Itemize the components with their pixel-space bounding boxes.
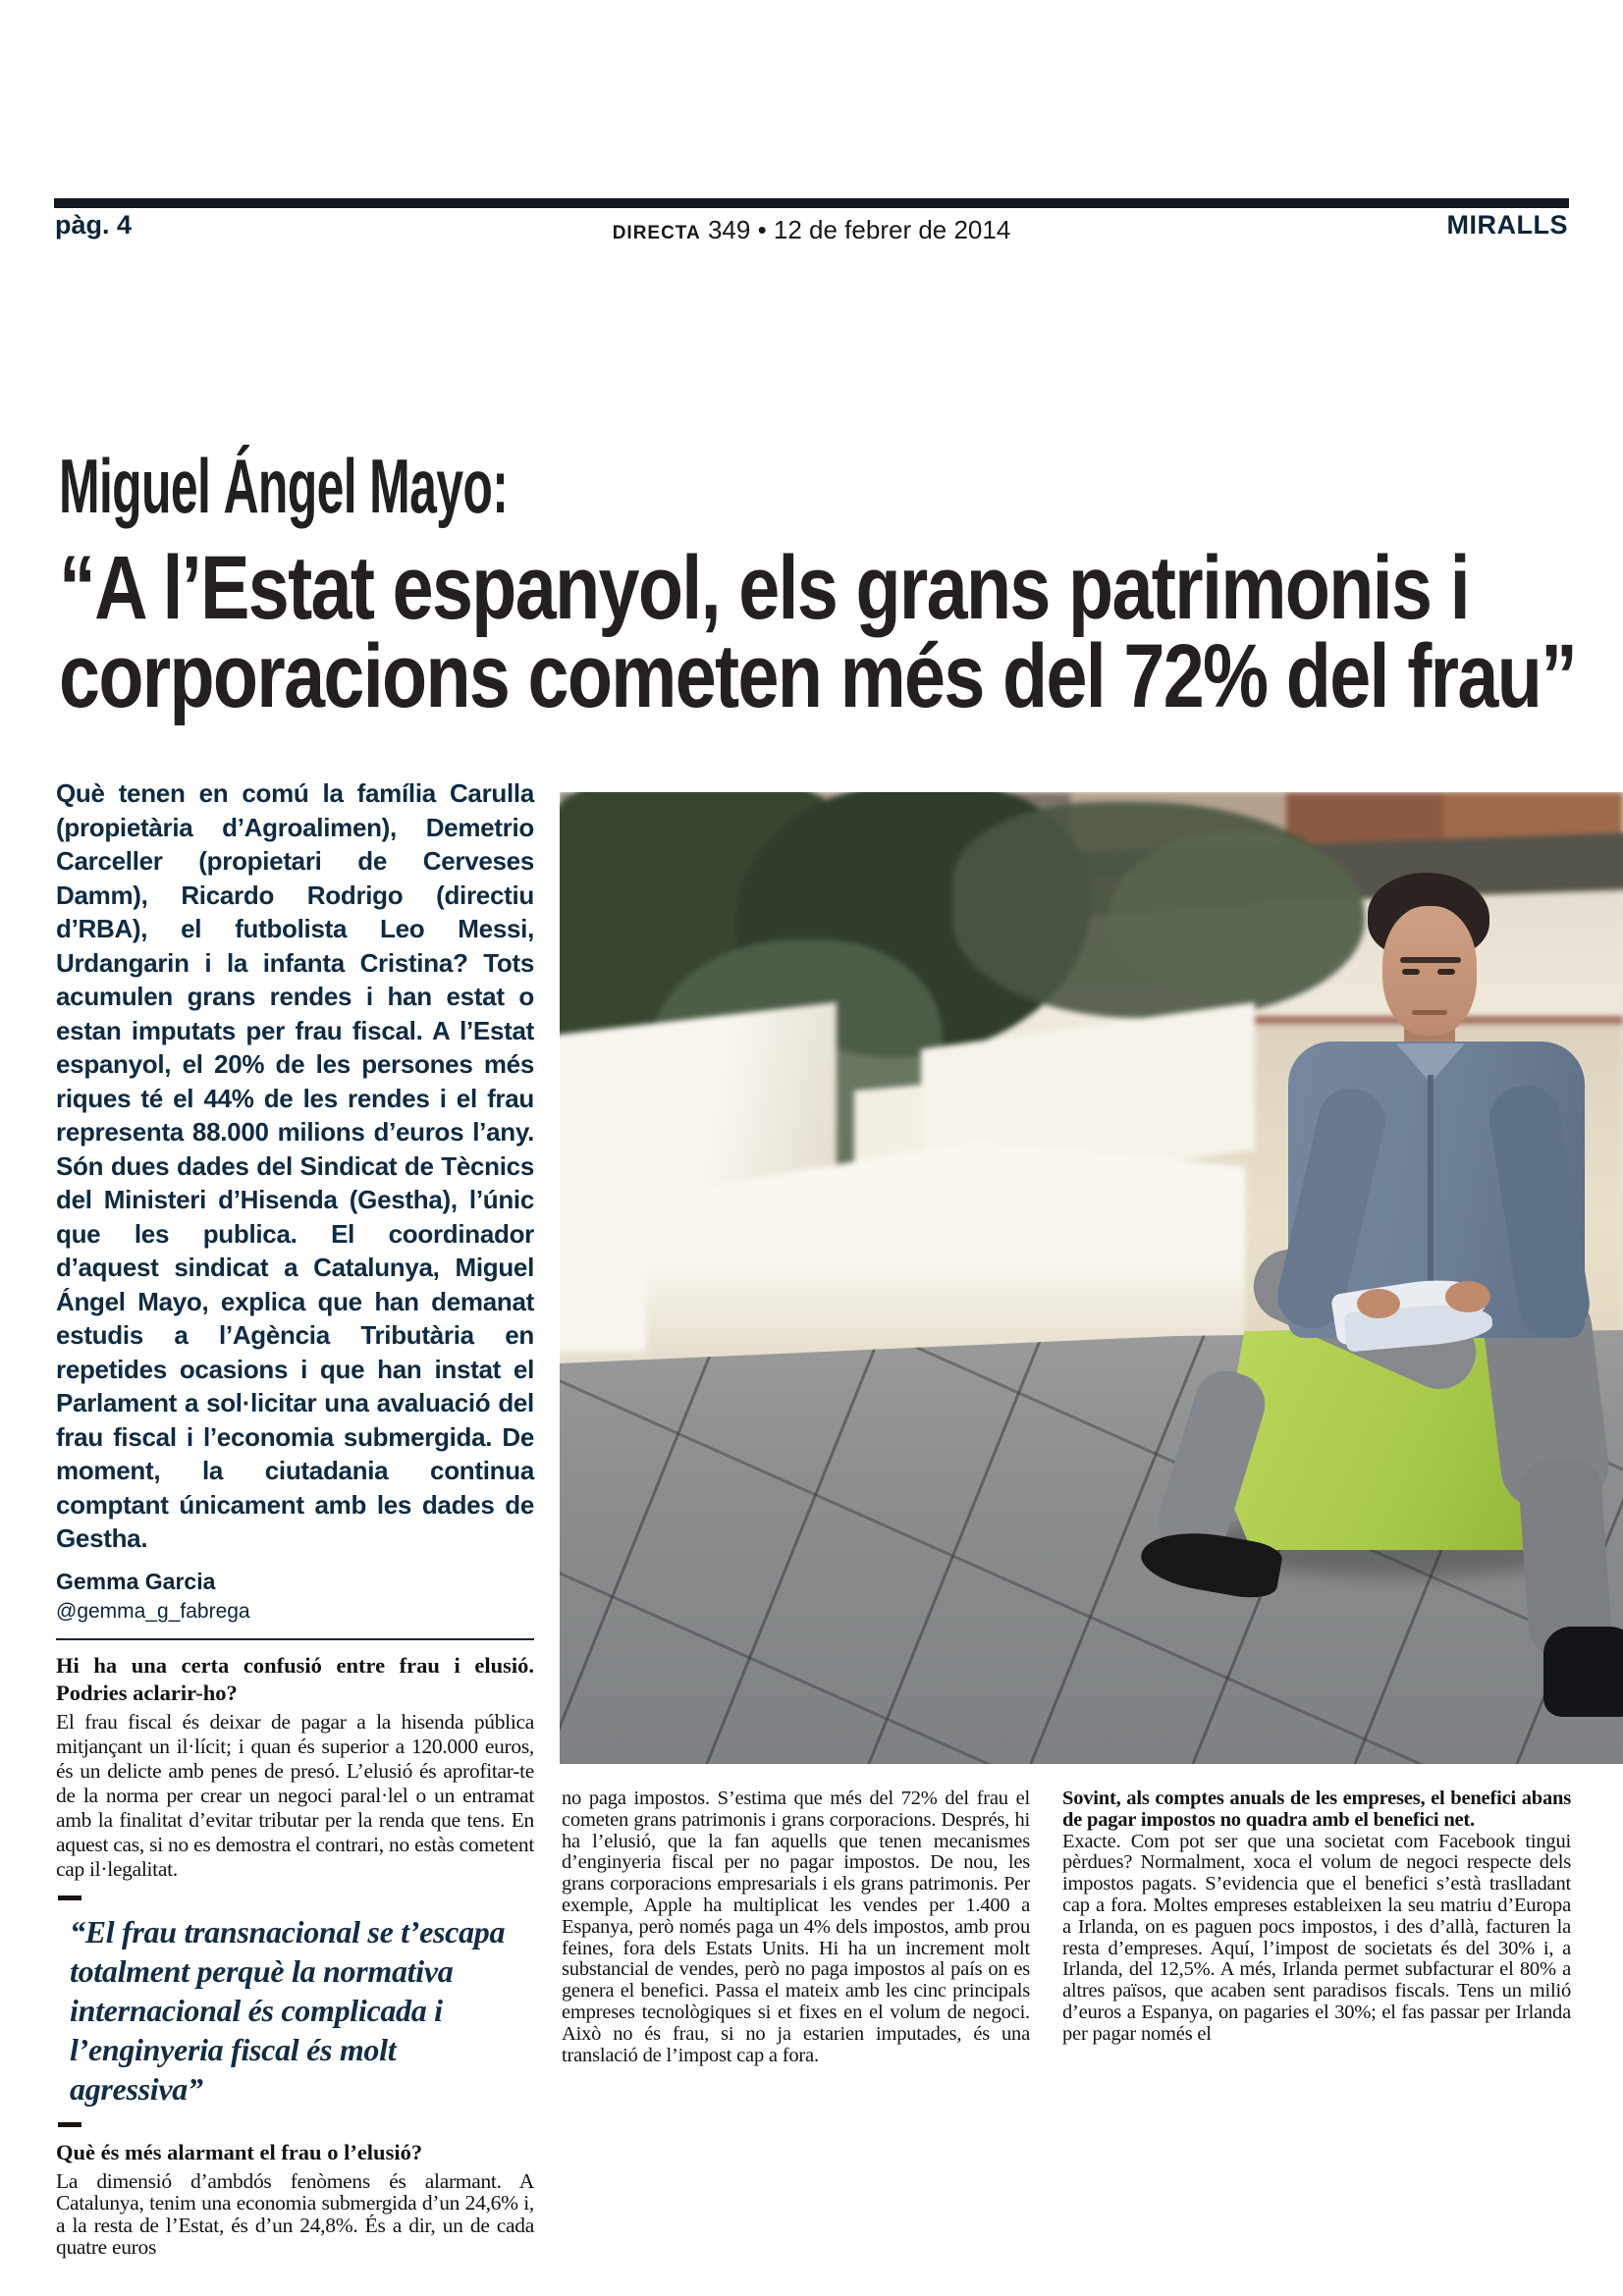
byline-twitter-handle: @gemma_g_fabrega (56, 1599, 250, 1623)
headline-block (59, 443, 1577, 726)
masthead-label: DIRECTA (612, 223, 701, 243)
question-3: Sovint, als comptes anuals de les empreses, el benefici abans de pagar impostos no quadra amb el benefici net. (1062, 1788, 1571, 1831)
headline-quote-line1: “A l’Estat espanyol, els grans patrimonis i (59, 538, 1469, 638)
photo-plant (1109, 831, 1365, 998)
header-rule-bar (54, 198, 1569, 208)
left-column (56, 776, 534, 2259)
question-2: Què és més alarmant el frau o l’elusió? (56, 2139, 423, 2164)
headline-quote (59, 538, 1577, 726)
separator-dash (58, 2122, 81, 2127)
pull-quote: “El frau transnacional se t’escapa totalment perquè la normativa internacional és complicada i l’enginyeria fiscal és molt agressiva” (70, 1913, 506, 2107)
man-shoe (1543, 1627, 1623, 1717)
issue-info: 349 • 12 de febrer de 2014 (707, 215, 1011, 244)
bottom-right-column (1062, 1789, 1571, 2046)
answer-3: Exacte. Com pot ser que una societat com Facebook tingui pèrdues? Normalment, xoca el volum de negoci respecte dels impostos pagats. S’evidencia que el benefici s’està traslladant cap a fora. Moltes empreses estableixen la seu matriu d’Europa a Irlanda, on es paguen pocs impostos, i des d’allà, facturen la resta d’empreses. Aquí, l’impost de societats és del 30% i, a Irlanda, del 12,5%. A més, Irlanda permet subfacturar el 80% a altres països, que acaben sent paradisos fiscals. Tens un milió d’euros a Espanya, on pagaries el 30%; el fas passar per Irlanda per pagar només el (1062, 1830, 1571, 2045)
bottom-middle-column (562, 1789, 1030, 2066)
headline-interviewee: Miguel Ángel Mayo: (59, 443, 509, 529)
headline-quote-line2: corporacions cometen més del 72% del frau” (59, 626, 1577, 726)
question-1: Hi ha una certa confusió entre frau i elusió. Podries aclarir-ho? (56, 1652, 534, 1705)
byline (56, 1569, 534, 1624)
man-eye (1437, 969, 1455, 975)
section-label: MIRALLS (1446, 210, 1568, 240)
byline-author: Gemma Garcia (56, 1568, 216, 1594)
lead-paragraph: Què tenen en comú la família Carulla (propietària d’Agroalimen), Demetrio Carceller (propietari de Cerveses Damm), Ricardo Rodrigo (directiu d’RBA), el futbolista Leo Messi, Urdangarin i la infanta Cristina? Tots acumulen grans rendes i han estat o estan imputats per frau fiscal. A l’Estat espanyol, el 20% de les persones més riques té el 44% de les rendes i el frau representa 88.000 milions d’euros l’any. Són dues dades del Sindicat de Tècnics del Ministeri d’Hisenda (Gestha), l’únic que les publica. El coordinador d’aquest sindicat a Catalunya, Miguel Ángel Mayo, explica que han demanat estudis a l’Agència Tributària en repetides ocasions i que han instat el Parlament a sol·licitar una avaluació del frau fiscal i l’economia submergida. De moment, la ciutadania continua comptant únicament amb les dades de Gestha. (56, 778, 534, 1553)
issue-date-line (0, 215, 1623, 245)
answer-1: El frau fiscal és deixar de pagar a la hisenda pública mitjançant un il·lícit; i quan és superior a 120.000 euros, és un delicte amb penes de presó. L’elusió és aprofitar-te de la norma per crear un negoci paral·lel o un entramat amb la finalitat d’evitar tributar per la renda que tens. En aquest cas, si no es demostra el contrari, no estàs cometent cap il·legalitat. (56, 1709, 534, 1881)
byline-divider (56, 1638, 534, 1640)
answer-2-middle: no paga impostos. S’estima que més del 72% del frau el cometen grans patrimonis i grans corporacions. Després, hi ha l’elusió, que la fan aquells que tenen mecanismes d’enginyeria fiscal per no pagar impostos. De nou, les grans corporacions empresarials i els grans patrimonis. Per exemple, Apple ha multiplicat les vendes per 1.400 a Espanya, però només paga un 4% dels impostos, amb prou feines, fora dels Estats Units. Hi ha un increment molt substancial de vendes, però no paga impostos al país on es genera el benefici. Passa el mateix amb les cinc principals empreses tecnològiques si et fixes en el volum de negoci. Això no és frau, si no ja estarien imputades, és una translació de l’impost cap a fora. (562, 1788, 1030, 2066)
man-eyebrows (1400, 957, 1461, 963)
man-eye (1402, 969, 1420, 975)
man-hand (1445, 1281, 1490, 1312)
man-mouth (1412, 1010, 1447, 1015)
separator-dash (58, 1896, 81, 1900)
interview-photo (560, 792, 1623, 1764)
answer-2-left: La dimensió d’ambdós fenòmens és alarmant. A Catalunya, tenim una economia submergida d’un 24,6% i, a la resta de l’Estat, és d’un 24,8%. És a dir, un de cada quatre euros (56, 2168, 534, 2259)
man-face (1382, 906, 1477, 1036)
man-hand (1357, 1289, 1400, 1318)
page-number: pàg. 4 (55, 210, 133, 240)
